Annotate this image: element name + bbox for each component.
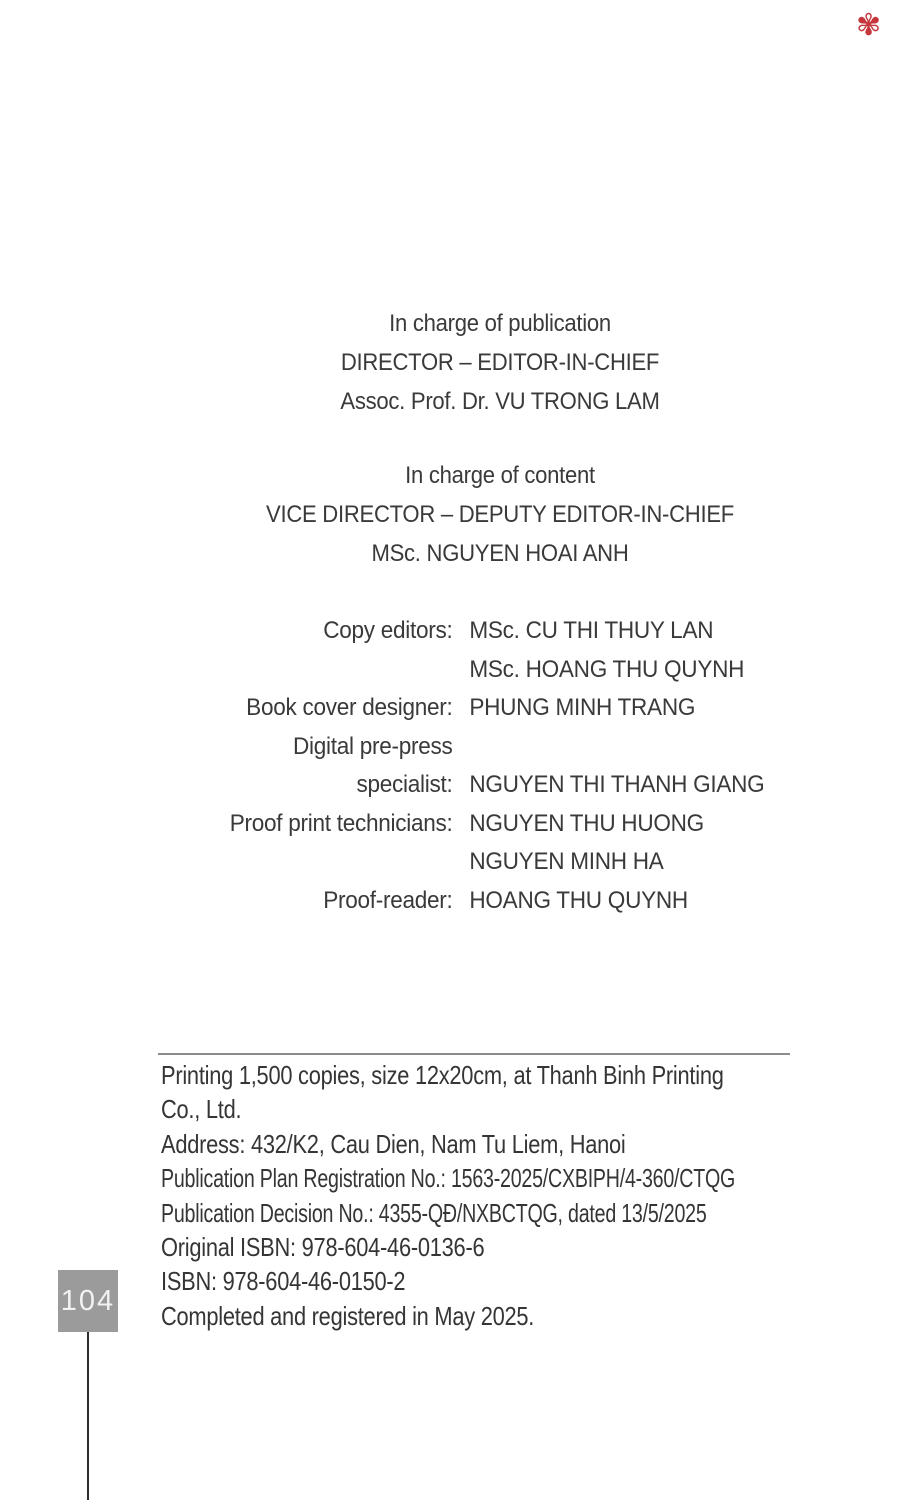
credit-value: HOANG THU QUYNH bbox=[469, 886, 688, 914]
in-charge-of-publication-block bbox=[132, 304, 868, 421]
publication-person: Assoc. Prof. Dr. VU TRONG LAM bbox=[340, 388, 660, 415]
imprint-line: Publication Decision No.: 4355-QĐ/NXBCTQG, dated 13/5/2025 bbox=[161, 1197, 707, 1228]
content-person: MSc. NGUYEN HOAI ANH bbox=[371, 540, 629, 567]
in-charge-of-content-block bbox=[132, 456, 868, 573]
credit-value: PHUNG MINH TRANG bbox=[469, 694, 696, 721]
credit-value: NGUYEN MINH HA bbox=[469, 848, 664, 875]
content-heading: In charge of content bbox=[405, 462, 595, 489]
imprint-line: Printing 1,500 copies, size 12x20cm, at Thanh Binh Printing bbox=[161, 1060, 724, 1090]
publication-heading: In charge of publication bbox=[389, 310, 611, 337]
credits-table bbox=[140, 612, 789, 920]
imprint-line: Completed and registered in May 2025. bbox=[161, 1300, 535, 1331]
credit-value: NGUYEN THU HUONG bbox=[469, 809, 704, 837]
credit-value: NGUYEN THI THANH GIANG bbox=[469, 771, 765, 798]
divider-rule bbox=[158, 1053, 790, 1055]
credit-label: specialist: bbox=[356, 771, 453, 798]
imprint-line: Original ISBN: 978-604-46-0136-6 bbox=[161, 1232, 485, 1263]
credit-value: MSc. HOANG THU QUYNH bbox=[469, 655, 745, 683]
credit-label: Proof-reader: bbox=[323, 886, 453, 914]
imprint-line: Publication Plan Registration No.: 1563-2025/CXBIPH/4-360/CTQG bbox=[161, 1163, 736, 1194]
credit-value bbox=[469, 728, 789, 767]
page-number-badge: 104 bbox=[58, 1270, 118, 1332]
imprint-line: Co., Ltd. bbox=[161, 1094, 242, 1125]
credit-label bbox=[140, 651, 452, 690]
credit-label: Proof print technicians: bbox=[229, 809, 453, 837]
credit-label: Book cover designer: bbox=[246, 694, 453, 721]
publication-role: DIRECTOR – EDITOR-IN-CHIEF bbox=[340, 349, 660, 376]
florette-icon: ✾ bbox=[856, 9, 882, 42]
imprint-line: ISBN: 978-604-46-0150-2 bbox=[161, 1266, 406, 1297]
footer-rule-line bbox=[87, 1332, 89, 1500]
credit-label bbox=[140, 843, 452, 882]
credit-label: Copy editors: bbox=[323, 617, 453, 644]
imprint-block bbox=[161, 1058, 901, 1333]
imprint-line: Address: 432/K2, Cau Dien, Nam Tu Liem, Hanoi bbox=[161, 1128, 626, 1159]
credit-label: Digital pre-press bbox=[293, 732, 453, 760]
credit-value: MSc. CU THI THUY LAN bbox=[469, 617, 714, 644]
content-role: VICE DIRECTOR – DEPUTY EDITOR-IN-CHIEF bbox=[266, 501, 734, 528]
